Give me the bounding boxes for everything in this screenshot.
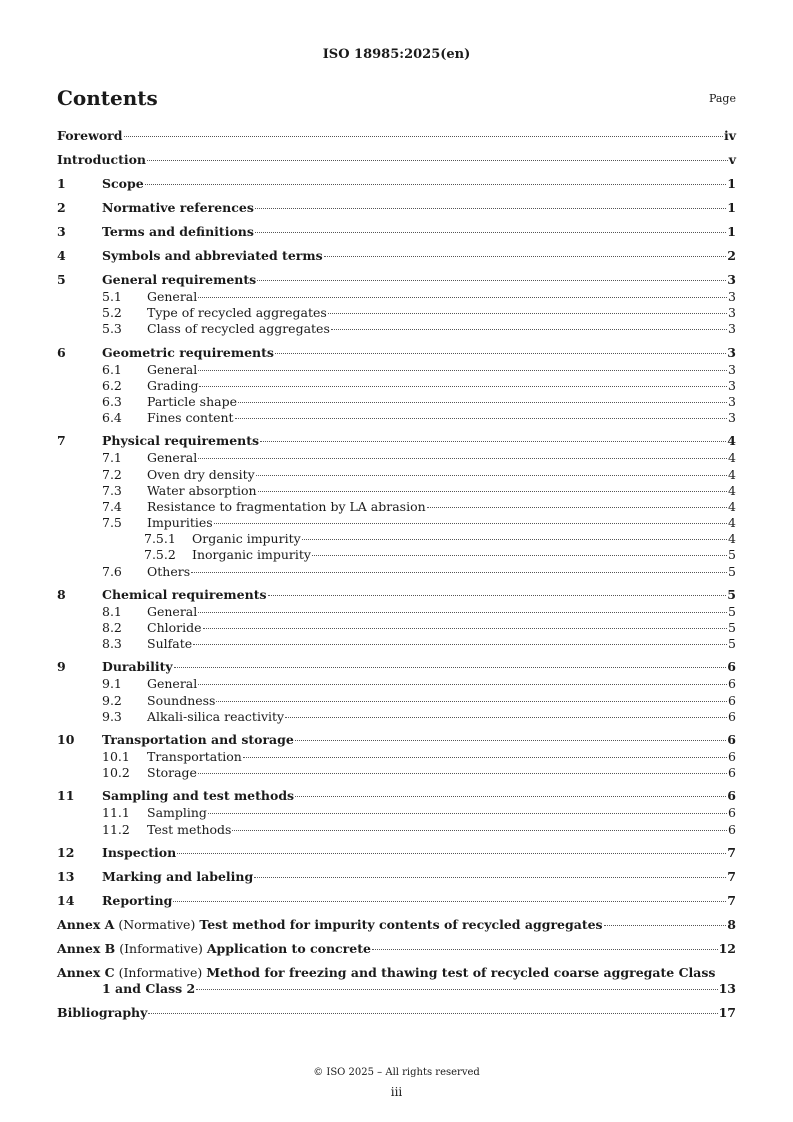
toc-entry-number: 11.2 bbox=[102, 821, 130, 837]
toc-entry-title: General bbox=[147, 289, 198, 304]
toc-entry-number: 2 bbox=[57, 200, 66, 215]
toc-entry[interactable] bbox=[57, 176, 736, 193]
annex-kind: (Informative) bbox=[118, 964, 203, 980]
dot-leader bbox=[254, 877, 726, 878]
dot-leader bbox=[604, 925, 727, 926]
toc-entry-page: 4 bbox=[728, 450, 736, 466]
toc-entry-title: Organic impurity bbox=[192, 531, 301, 547]
toc-annex-entry[interactable] bbox=[57, 941, 736, 958]
bibliography-title: Bibliography bbox=[57, 1004, 148, 1020]
dot-leader bbox=[255, 232, 726, 233]
annex-title-continued: 1 and Class 2 bbox=[102, 980, 196, 996]
toc-entry-title: Foreword bbox=[57, 128, 123, 143]
toc-entry-title: Inspection bbox=[102, 844, 177, 860]
toc-entry-page: 3 bbox=[728, 361, 736, 377]
toc-entry[interactable] bbox=[57, 676, 736, 692]
annex-page: 12 bbox=[718, 940, 736, 956]
toc-entry-page: 1 bbox=[727, 200, 736, 215]
toc-entry-number: 9.2 bbox=[102, 692, 122, 708]
toc-entry-number: 6.3 bbox=[102, 393, 122, 409]
toc-entry-title: Test methods bbox=[147, 821, 232, 837]
toc-entry-title: Physical requirements bbox=[102, 433, 260, 449]
bibliography-page: 17 bbox=[718, 1004, 736, 1020]
toc-entry-number: 9.3 bbox=[102, 708, 122, 724]
toc-entry-title: Reporting bbox=[102, 892, 173, 908]
annex-c-line-2 bbox=[57, 981, 736, 998]
toc-entry-page: 3 bbox=[728, 377, 736, 393]
toc-entry-number: 9.1 bbox=[102, 676, 122, 692]
dot-leader bbox=[145, 184, 727, 185]
toc-entry[interactable] bbox=[57, 305, 736, 321]
annex-page: 13 bbox=[718, 980, 736, 996]
toc-entry[interactable] bbox=[57, 289, 736, 305]
toc-entry-title: Symbols and abbreviated terms bbox=[102, 248, 323, 263]
dot-leader bbox=[198, 458, 727, 459]
toc-entry[interactable] bbox=[57, 410, 736, 426]
toc-entry-title: Sampling bbox=[147, 805, 207, 821]
toc-entry[interactable] bbox=[57, 345, 736, 362]
toc-bibliography-entry[interactable] bbox=[57, 1005, 736, 1022]
toc-entry-page: 6 bbox=[728, 765, 736, 781]
page-number: iii bbox=[390, 1085, 403, 1099]
toc-entry-page: 5 bbox=[728, 620, 736, 635]
toc-entry-number: 6.2 bbox=[102, 377, 122, 393]
toc-entry[interactable] bbox=[57, 321, 736, 337]
toc-entry[interactable] bbox=[57, 693, 736, 709]
dot-leader bbox=[258, 491, 727, 492]
toc-entry[interactable] bbox=[57, 248, 736, 265]
toc-entry[interactable] bbox=[57, 822, 736, 838]
dot-leader bbox=[268, 595, 727, 596]
page-column-label: Page bbox=[708, 92, 736, 105]
dot-leader bbox=[285, 717, 727, 718]
toc-entry-number: 6.1 bbox=[102, 361, 122, 377]
dot-leader bbox=[198, 773, 727, 774]
toc-entry-title: Sampling and test methods bbox=[102, 788, 295, 804]
annex-kind: (Informative) bbox=[119, 940, 203, 956]
toc-entry-page: 6 bbox=[727, 788, 736, 804]
toc-entry-number: 7 bbox=[57, 433, 66, 449]
toc-entry[interactable] bbox=[57, 515, 736, 531]
toc-entry-number: 10.2 bbox=[102, 765, 130, 781]
toc-entry-title: Chemical requirements bbox=[102, 586, 267, 602]
copyright-notice: © ISO 2025 – All rights reserved bbox=[313, 1067, 480, 1078]
toc-entry-page: 4 bbox=[728, 531, 736, 547]
toc-entry[interactable] bbox=[57, 378, 736, 394]
toc-entry-page: 1 bbox=[727, 224, 736, 239]
toc-entry-page: 3 bbox=[727, 344, 736, 360]
dot-leader bbox=[427, 507, 727, 508]
dot-leader bbox=[208, 813, 727, 814]
toc-entry-page: 5 bbox=[727, 586, 736, 602]
toc-entry-title: Durability bbox=[102, 659, 173, 675]
toc-entry[interactable] bbox=[57, 499, 736, 515]
toc-entry-title: Transportation and storage bbox=[102, 731, 294, 747]
toc-entry-number: 11.1 bbox=[102, 805, 130, 821]
annex-title: Application to concrete bbox=[206, 940, 371, 956]
toc-entry[interactable] bbox=[57, 362, 736, 378]
toc-entry-page: iv bbox=[723, 128, 736, 143]
toc-entry-title: Geometric requirements bbox=[102, 344, 274, 360]
table-of-contents bbox=[57, 128, 736, 1022]
toc-entry-number: 8.3 bbox=[102, 636, 122, 652]
toc-entry-page: 3 bbox=[728, 410, 736, 426]
toc-entry-page: 7 bbox=[727, 844, 736, 860]
toc-entry-title: Scope bbox=[102, 176, 144, 191]
annex-id: Annex A bbox=[57, 916, 115, 932]
toc-entry[interactable] bbox=[57, 394, 736, 410]
dot-leader bbox=[173, 901, 726, 902]
dot-leader bbox=[257, 280, 726, 281]
toc-entry-title: General bbox=[147, 361, 198, 377]
document-id: ISO 18985:2025(en) bbox=[322, 47, 471, 62]
toc-entry-page: 5 bbox=[728, 563, 736, 579]
dot-leader bbox=[235, 418, 727, 419]
toc-entry-number: 4 bbox=[57, 248, 66, 263]
toc-entry[interactable] bbox=[57, 765, 736, 781]
toc-entry-title: Impurities bbox=[147, 515, 213, 531]
toc-entry-number: 7.1 bbox=[102, 450, 122, 466]
toc-entry-page: 4 bbox=[728, 498, 736, 514]
toc-entry[interactable] bbox=[57, 547, 736, 563]
toc-entry-page: 4 bbox=[728, 515, 736, 531]
toc-entry[interactable] bbox=[57, 659, 736, 676]
toc-entry-page: 3 bbox=[728, 305, 736, 321]
toc-entry-number: 8 bbox=[57, 586, 66, 602]
toc-entry-page: 5 bbox=[728, 547, 736, 563]
toc-entry-title: Marking and labeling bbox=[102, 868, 254, 884]
toc-entry-number: 13 bbox=[57, 868, 75, 884]
toc-entry-title: General bbox=[147, 450, 198, 466]
toc-entry-title: Alkali-silica reactivity bbox=[147, 708, 285, 724]
dot-leader bbox=[199, 386, 727, 387]
toc-entry[interactable] bbox=[57, 893, 736, 910]
toc-entry[interactable] bbox=[57, 636, 736, 652]
toc-entry-page: 7 bbox=[727, 892, 736, 908]
toc-entry-number: 9 bbox=[57, 659, 66, 675]
toc-entry-title: General bbox=[147, 676, 198, 692]
toc-entry-page: 4 bbox=[728, 466, 736, 482]
toc-entry[interactable] bbox=[57, 805, 736, 821]
toc-entry-number: 3 bbox=[57, 224, 66, 239]
dot-leader bbox=[372, 949, 718, 950]
toc-entry-page: 6 bbox=[728, 708, 736, 724]
toc-entry-page: 6 bbox=[728, 676, 736, 692]
toc-entry-number: 6 bbox=[57, 344, 66, 360]
dot-leader bbox=[148, 1013, 717, 1014]
dot-leader bbox=[198, 612, 727, 613]
toc-entry-page: 5 bbox=[728, 636, 736, 652]
toc-entry-title: Transportation bbox=[147, 748, 242, 764]
toc-entry-title: Grading bbox=[147, 377, 199, 393]
annex-title: Test method for impurity contents of recycled aggregates bbox=[199, 916, 603, 932]
toc-entry-title: Soundness bbox=[147, 692, 216, 708]
dot-leader bbox=[196, 989, 717, 990]
toc-entry-number: 5.2 bbox=[102, 305, 122, 321]
toc-entry-title: Introduction bbox=[57, 152, 147, 167]
toc-entry-number: 10.1 bbox=[102, 748, 130, 764]
annex-c-line-1 bbox=[57, 965, 736, 981]
dot-leader bbox=[255, 208, 726, 209]
toc-entry[interactable] bbox=[57, 128, 736, 145]
toc-entry-page: 6 bbox=[727, 731, 736, 747]
toc-entry-number: 5.1 bbox=[102, 289, 122, 304]
toc-entry-number: 7.5.1 bbox=[144, 531, 176, 547]
toc-entry-number: 11 bbox=[57, 788, 75, 804]
dot-leader bbox=[124, 136, 723, 137]
toc-entry-page: 3 bbox=[728, 393, 736, 409]
toc-entry[interactable] bbox=[57, 732, 736, 749]
dot-leader bbox=[214, 523, 727, 524]
toc-entry[interactable] bbox=[57, 224, 736, 241]
toc-entry-number: 1 bbox=[57, 176, 66, 191]
toc-entry-title: General requirements bbox=[102, 272, 257, 287]
toc-entry[interactable] bbox=[57, 152, 736, 169]
toc-entry-title: Normative references bbox=[102, 200, 254, 215]
annex-id: Annex B bbox=[57, 940, 116, 956]
dot-leader bbox=[216, 701, 727, 702]
toc-entry[interactable] bbox=[57, 587, 736, 604]
dot-leader bbox=[198, 297, 727, 298]
toc-entry-title: Inorganic impurity bbox=[192, 547, 311, 563]
dot-leader bbox=[331, 329, 727, 330]
annex-id: Annex C bbox=[57, 964, 115, 980]
toc-entry-page: 3 bbox=[728, 289, 736, 304]
toc-entry-page: 3 bbox=[727, 272, 736, 287]
toc-entry-number: 5.3 bbox=[102, 321, 122, 337]
toc-entry-title: Sulfate bbox=[147, 636, 193, 652]
toc-entry-page: v bbox=[728, 152, 736, 167]
toc-entry-title: Chloride bbox=[147, 620, 202, 635]
toc-entry-title: Storage bbox=[147, 765, 197, 781]
dot-leader bbox=[243, 757, 727, 758]
toc-entry-number: 5 bbox=[57, 272, 66, 287]
dot-leader bbox=[198, 684, 727, 685]
toc-entry-number: 8.2 bbox=[102, 620, 122, 635]
toc-entry[interactable] bbox=[57, 869, 736, 886]
toc-entry-number: 7.4 bbox=[102, 498, 122, 514]
dot-leader bbox=[198, 370, 727, 371]
toc-entry[interactable] bbox=[57, 483, 736, 499]
toc-entry-page: 2 bbox=[727, 248, 736, 263]
toc-entry[interactable] bbox=[57, 467, 736, 483]
toc-entry-number: 10 bbox=[57, 731, 75, 747]
toc-entry-title: General bbox=[147, 603, 198, 619]
toc-entry[interactable] bbox=[57, 564, 736, 580]
toc-entry-page: 6 bbox=[728, 821, 736, 837]
dot-leader bbox=[174, 667, 727, 668]
toc-entry-number: 6.4 bbox=[102, 410, 122, 426]
toc-entry-page: 6 bbox=[728, 748, 736, 764]
toc-entry[interactable] bbox=[57, 845, 736, 862]
toc-entry-page: 5 bbox=[728, 603, 736, 619]
toc-entry-page: 4 bbox=[728, 482, 736, 498]
toc-entry-title: Water absorption bbox=[147, 482, 257, 498]
dot-leader bbox=[275, 353, 726, 354]
toc-entry-number: 12 bbox=[57, 844, 75, 860]
toc-entry[interactable] bbox=[57, 749, 736, 765]
toc-entry-page: 1 bbox=[727, 176, 736, 191]
annex-kind: (Normative) bbox=[118, 916, 196, 932]
dot-leader bbox=[238, 402, 727, 403]
toc-entry[interactable] bbox=[57, 433, 736, 450]
toc-entry-number: 7.5.2 bbox=[144, 547, 176, 563]
toc-entry-title: Class of recycled aggregates bbox=[147, 321, 330, 337]
toc-entry[interactable] bbox=[57, 604, 736, 620]
toc-entry-page: 7 bbox=[727, 868, 736, 884]
toc-entry-title: Particle shape bbox=[147, 393, 237, 409]
dot-leader bbox=[147, 160, 728, 161]
toc-entry-page: 4 bbox=[727, 433, 736, 449]
dot-leader bbox=[324, 256, 727, 257]
toc-entry-page: 6 bbox=[728, 805, 736, 821]
toc-entry-title: Type of recycled aggregates bbox=[147, 305, 327, 321]
contents-title: Contents bbox=[57, 86, 158, 110]
dot-leader bbox=[260, 441, 726, 442]
toc-entry-number: 7.2 bbox=[102, 466, 122, 482]
toc-entry[interactable] bbox=[57, 620, 736, 636]
dot-leader bbox=[295, 796, 726, 797]
toc-entry[interactable] bbox=[57, 531, 736, 547]
toc-entry-number: 7.6 bbox=[102, 563, 122, 579]
dot-leader bbox=[191, 572, 727, 573]
toc-entry-title: Others bbox=[147, 563, 191, 579]
toc-entry-number: 8.1 bbox=[102, 603, 122, 619]
toc-entry[interactable] bbox=[57, 788, 736, 805]
toc-entry-title: Terms and definitions bbox=[102, 224, 254, 239]
toc-entry-number: 7.3 bbox=[102, 482, 122, 498]
dot-leader bbox=[312, 555, 727, 556]
dot-leader bbox=[232, 830, 727, 831]
toc-entry-page: 6 bbox=[728, 692, 736, 708]
toc-entry-page: 3 bbox=[728, 321, 736, 337]
toc-entry-title: Fines content bbox=[147, 410, 234, 426]
toc-entry-number: 7.5 bbox=[102, 515, 122, 531]
toc-entry-page: 6 bbox=[727, 659, 736, 675]
dot-leader bbox=[203, 628, 728, 629]
dot-leader bbox=[328, 313, 727, 314]
dot-leader bbox=[256, 475, 727, 476]
toc-annex-entry[interactable] bbox=[57, 917, 736, 934]
toc-entry[interactable] bbox=[57, 709, 736, 725]
dot-leader bbox=[302, 539, 727, 540]
toc-entry[interactable] bbox=[57, 272, 736, 289]
dot-leader bbox=[177, 853, 726, 854]
annex-title: Method for freezing and thawing test of recycled coarse aggregate Class bbox=[206, 964, 716, 980]
toc-annex-entry[interactable] bbox=[57, 965, 736, 998]
toc-entry-title: Oven dry density bbox=[147, 466, 255, 482]
annex-page: 8 bbox=[727, 916, 736, 932]
toc-entry-title: Resistance to fragmentation by LA abrasion bbox=[147, 498, 426, 514]
dot-leader bbox=[193, 644, 727, 645]
toc-entry-number: 14 bbox=[57, 892, 75, 908]
toc-entry[interactable] bbox=[57, 450, 736, 466]
dot-leader bbox=[295, 740, 726, 741]
toc-entry[interactable] bbox=[57, 200, 736, 217]
